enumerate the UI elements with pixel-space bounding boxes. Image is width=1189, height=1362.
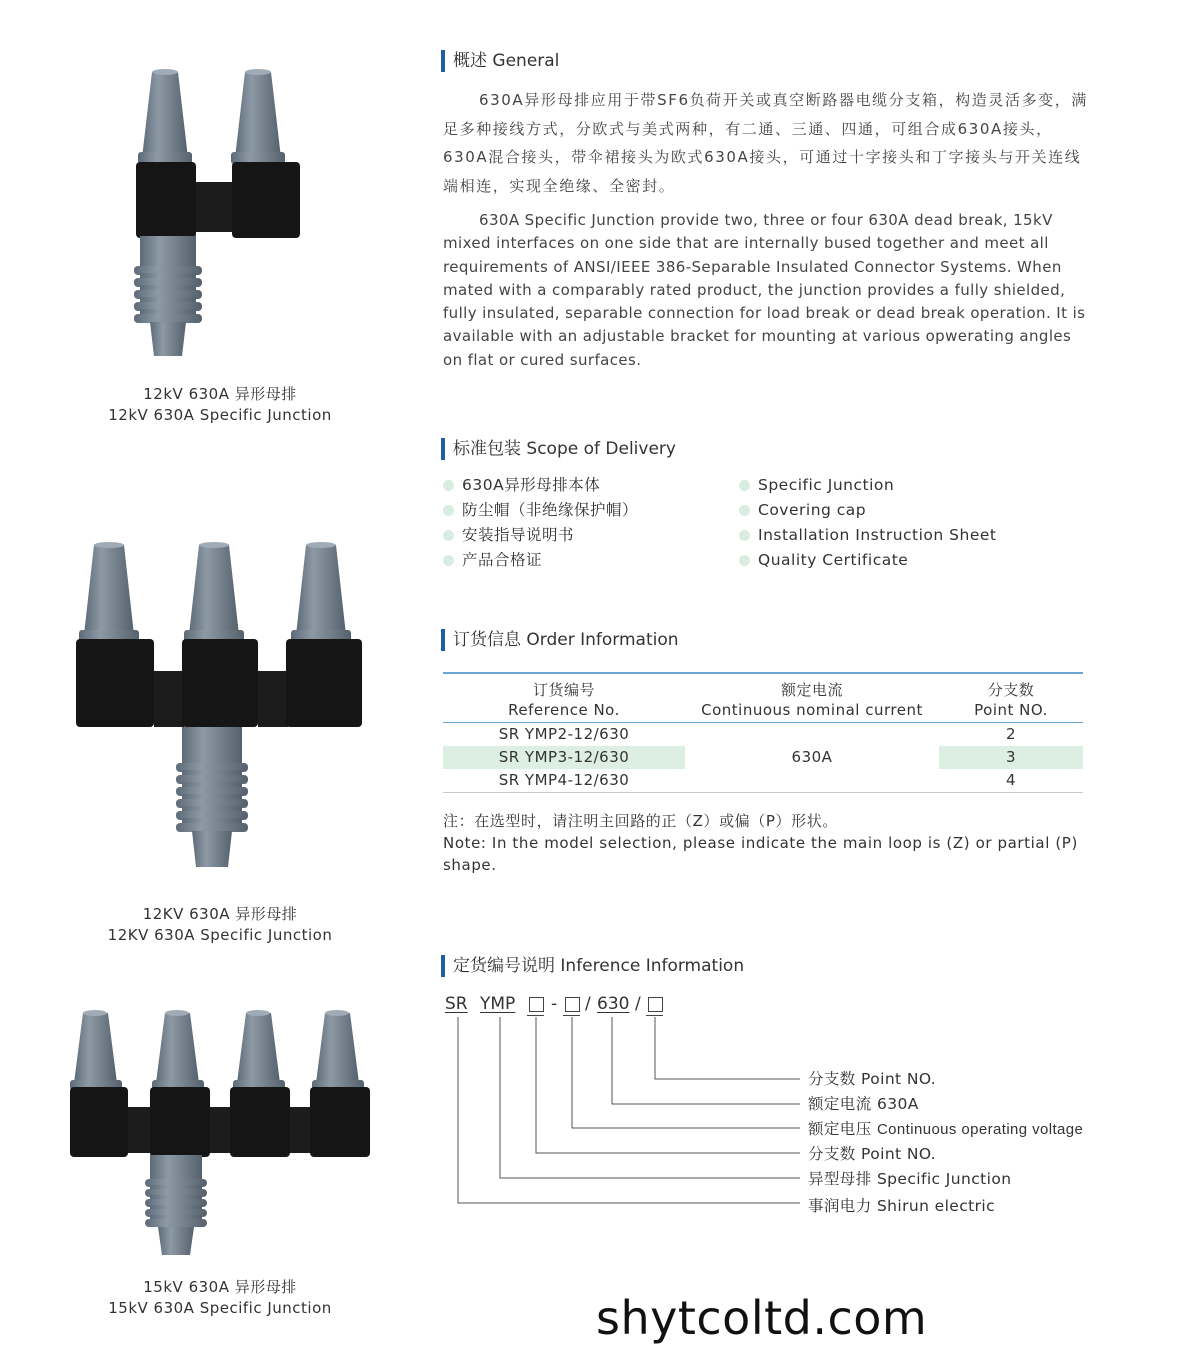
- product-image-3-way: [74, 535, 374, 870]
- legend-item: 分支数 Point NO.: [808, 1070, 937, 1088]
- product-caption-cn: 12KV 630A 异形母排: [142, 905, 298, 923]
- column-header: 订货编号 Reference No.: [443, 673, 685, 723]
- bullet-icon: [443, 530, 454, 541]
- legend-item: 事润电力 Shirun electric: [808, 1197, 996, 1215]
- code-segment-630: 630: [597, 994, 630, 1014]
- section-title-delivery: [441, 438, 676, 460]
- delivery-list-cn: [443, 473, 638, 573]
- product-caption-en: 12kV 630A Specific Junction: [108, 406, 332, 424]
- list-item: 630A异形母排本体: [443, 473, 638, 498]
- section-title-cn: 概述: [453, 51, 487, 71]
- section-title-cn: 定货编号说明: [453, 956, 555, 976]
- general-text-cn: 630A异形母排应用于带SF6负荷开关或真空断路器电缆分支箱，构造灵活多变，满足多种接线方式，分欧式与美式两种，有二通、三通、四通，可组合成630A接头，630A混合接头，带伞裙接头为欧式630A接头，可通过十字接头和丁字接头与开关连线端相连，实现全绝缘、全密封。: [443, 91, 1088, 195]
- bullet-icon: [443, 505, 454, 516]
- watermark-text: shytcoltd.com: [596, 1291, 928, 1345]
- product-caption-1: [60, 384, 380, 426]
- bullet-icon: [443, 480, 454, 491]
- code-slash: /: [585, 994, 591, 1014]
- legend-item: 额定电流 630A: [808, 1095, 919, 1113]
- order-note-cn: 注：在选型时，请注明主回路的正（Z）或偏（P）形状。: [443, 812, 838, 830]
- list-item: Specific Junction: [739, 473, 996, 498]
- table-cell-points: 2: [1005, 725, 1017, 743]
- table-cell-points: 3: [939, 746, 1083, 769]
- section-title-cn: 标准包装: [453, 439, 521, 459]
- table-cell-ref: SR YMP2-12/630: [498, 725, 630, 743]
- code-placeholder-box: [648, 997, 663, 1012]
- table-row: [443, 723, 1083, 747]
- table-cell-ref: SR YMP4-12/630: [443, 769, 685, 793]
- product-caption-2: [60, 904, 380, 946]
- general-text-en: 630A Specific Junction provide two, three or four 630A dead break, 15kV mixed interfaces on one side that are internally bused together and meet all requirements of ANSI/IEEE 386-Separable Insulated Connector Systems. When mated with a comparably rated product, the junction provides a fully shielded, fully insulated, separable connection for load break or dead break operation. It is available with an adjustable bracket for mounting at various opwerating angles on flat or cured surfaces.: [443, 211, 1086, 369]
- list-item: Quality Certificate: [739, 548, 996, 573]
- bullet-icon: [739, 530, 750, 541]
- code-dash: -: [551, 994, 558, 1014]
- product-caption-en: 15kV 630A Specific Junction: [108, 1299, 332, 1317]
- bullet-icon: [739, 555, 750, 566]
- product-image-2-way: [120, 60, 320, 360]
- bullet-icon: [443, 555, 454, 566]
- section-title-en: Inference Information: [560, 956, 745, 976]
- section-title-order: [441, 629, 679, 651]
- legend-item: 分支数 Point NO.: [808, 1145, 937, 1163]
- product-caption-cn: 12kV 630A 异形母排: [143, 385, 297, 403]
- code-slash: /: [635, 994, 641, 1014]
- list-item: Covering cap: [739, 498, 996, 523]
- table-header-row: [443, 673, 1083, 723]
- bullet-icon: [739, 505, 750, 516]
- section-title-en: General: [492, 51, 560, 71]
- bullet-icon: [739, 480, 750, 491]
- order-table: [443, 672, 1083, 793]
- list-item: 安装指导说明书: [443, 523, 638, 548]
- code-placeholder-box: [529, 997, 544, 1012]
- column-header: 分支数 Point NO.: [939, 673, 1083, 723]
- section-title-general: [441, 50, 559, 72]
- table-cell-current: 630A: [685, 723, 939, 793]
- legend-item: 额定电压 Continuous operating voltage: [808, 1120, 1084, 1138]
- order-note: [443, 810, 1093, 876]
- product-caption-en: 12KV 630A Specific Junction: [107, 926, 333, 944]
- order-note-en: Note: In the model selection, please indicate the main loop is (Z) or partial (P) shape.: [443, 834, 1078, 874]
- column-header: 额定电流 Continuous nominal current: [685, 673, 939, 723]
- code-leader-lines: [440, 1015, 810, 1215]
- product-caption-cn: 15kV 630A 异形母排: [143, 1278, 297, 1296]
- code-segment-ymp: YMP: [480, 994, 516, 1014]
- section-title-en: Order Information: [526, 630, 679, 650]
- table-cell-points: 4: [939, 769, 1083, 793]
- section-title-cn: 订货信息: [453, 630, 521, 650]
- list-item: 产品合格证: [443, 548, 638, 573]
- legend-item: 异型母排 Specific Junction: [808, 1170, 1012, 1188]
- list-item: 防尘帽（非绝缘保护帽）: [443, 498, 638, 523]
- section-title-inference: [441, 955, 744, 977]
- product-image-4-way: [68, 1005, 378, 1260]
- code-placeholder-box: [565, 997, 580, 1012]
- list-item: Installation Instruction Sheet: [739, 523, 996, 548]
- delivery-list-en: [739, 473, 996, 573]
- code-segment-sr: SR: [445, 994, 468, 1014]
- product-caption-3: [60, 1277, 380, 1319]
- section-title-en: Scope of Delivery: [526, 439, 676, 459]
- table-cell-ref: SR YMP3-12/630: [443, 746, 685, 769]
